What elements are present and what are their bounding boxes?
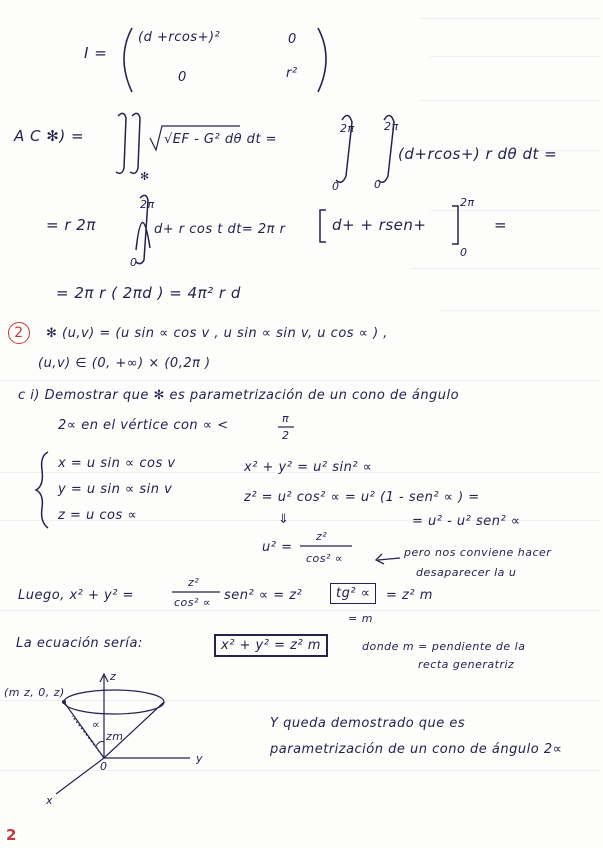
problem2-part-i-line2: 2∝ en el vértice con ∝ < <box>58 418 229 433</box>
u2-lhs: u² = <box>262 540 293 555</box>
area-lhs: A C ✻) = <box>14 127 85 145</box>
diagram-z: z <box>110 670 117 683</box>
problem2-param: ✻ (u,v) = (u sin ∝ cos v , u sin ∝ sin v, u cos ∝ ) , <box>46 326 388 341</box>
area-int3-lower: 0 <box>374 178 382 191</box>
diagram-alpha: ∝ <box>92 718 101 731</box>
ecuacion-box: x² + y² = z² m <box>214 634 328 657</box>
matrix-a11: (d +rcos+)² <box>138 30 221 45</box>
conclusion-line2: parametrización de un cono de ángulo 2∝ <box>270 742 563 757</box>
area-line2-upper: 2π <box>140 198 155 211</box>
implies-arrow: ⇓ <box>278 512 290 527</box>
problem-number-badge: 2 <box>8 322 30 344</box>
problem2-domain: (u,v) ∈ (0, +∞) × (0,2π ) <box>38 356 211 371</box>
area-line2-bracket: d+ + rsen+ <box>332 216 427 234</box>
note-line2: desaparecer la u <box>416 566 517 579</box>
sys-y: y = u sin ∝ sin v <box>58 482 173 497</box>
matrix-a12: 0 <box>288 32 297 47</box>
area-line2-prefix: = r 2π <box>46 216 96 234</box>
diagram-x: x <box>46 794 54 807</box>
sys-x: x = u sin ∝ cos v <box>58 456 176 471</box>
u2-den: cos² ∝ <box>306 552 344 565</box>
matrix-a21: 0 <box>178 70 187 85</box>
sys-z: z = u cos ∝ <box>58 508 138 523</box>
eq-xy: x² + y² = u² sin² ∝ <box>244 460 373 475</box>
area-int2-lower: 0 <box>332 180 340 193</box>
area-line2-lower: 0 <box>130 256 138 269</box>
frac-pi-den: 2 <box>282 429 290 442</box>
luego-tg-box: tg² ∝ <box>330 583 376 604</box>
luego-den: cos² ∝ <box>174 596 212 609</box>
note-line1: pero nos conviene hacer <box>404 546 552 559</box>
conclusion-line1: Y queda demostrado que es <box>270 716 466 731</box>
diagram-origin: 0 <box>100 760 108 773</box>
frac-pi-num: π <box>282 412 290 425</box>
donde-line2: recta generatriz <box>418 658 515 671</box>
problem2-part-i-line1: c i) Demostrar que ✻ es parametrización de un cono de ángulo <box>18 388 460 403</box>
matrix-a22: r² <box>286 66 298 81</box>
eq-z2-cont: = u² - u² sen² ∝ <box>412 514 521 529</box>
area-line2-end: = <box>494 216 508 234</box>
area-line2-bracket-lower: 0 <box>460 246 468 259</box>
area-sub: ✻ <box>140 170 150 183</box>
diagram-point: (m z, 0, z) <box>4 686 65 699</box>
luego-prefix: Luego, x² + y² = <box>18 588 134 603</box>
luego-num: z² <box>188 576 200 589</box>
diagram-y: y <box>196 752 204 765</box>
area-integrand: √EF - G² dθ dt = <box>164 132 278 147</box>
luego-mid: sen² ∝ = z² <box>224 588 303 603</box>
area-line2-integrand: d+ r cos t dt= 2π r <box>154 222 286 237</box>
u2-num: z² <box>316 530 328 543</box>
area-line3: = 2π r ( 2πd ) = 4π² r d <box>56 284 241 302</box>
luego-end: = z² m <box>386 588 433 603</box>
diagram-zm: zm <box>106 730 124 743</box>
luego-m: = m <box>348 612 373 625</box>
area-int3-upper: 2π <box>384 120 399 133</box>
area-int2-upper: 2π <box>340 122 355 135</box>
area-line2-bracket-upper: 2π <box>460 196 475 209</box>
page-number: 2 <box>6 826 17 844</box>
ecuacion-label: La ecuación sería: <box>16 636 143 651</box>
area-rhs: (d+rcos+) r dθ dt = <box>398 145 558 163</box>
matrix-lhs: I = <box>84 44 108 62</box>
donde-line1: donde m = pendiente de la <box>362 640 526 653</box>
eq-z2: z² = u² cos² ∝ = u² (1 - sen² ∝ ) = <box>244 490 480 505</box>
